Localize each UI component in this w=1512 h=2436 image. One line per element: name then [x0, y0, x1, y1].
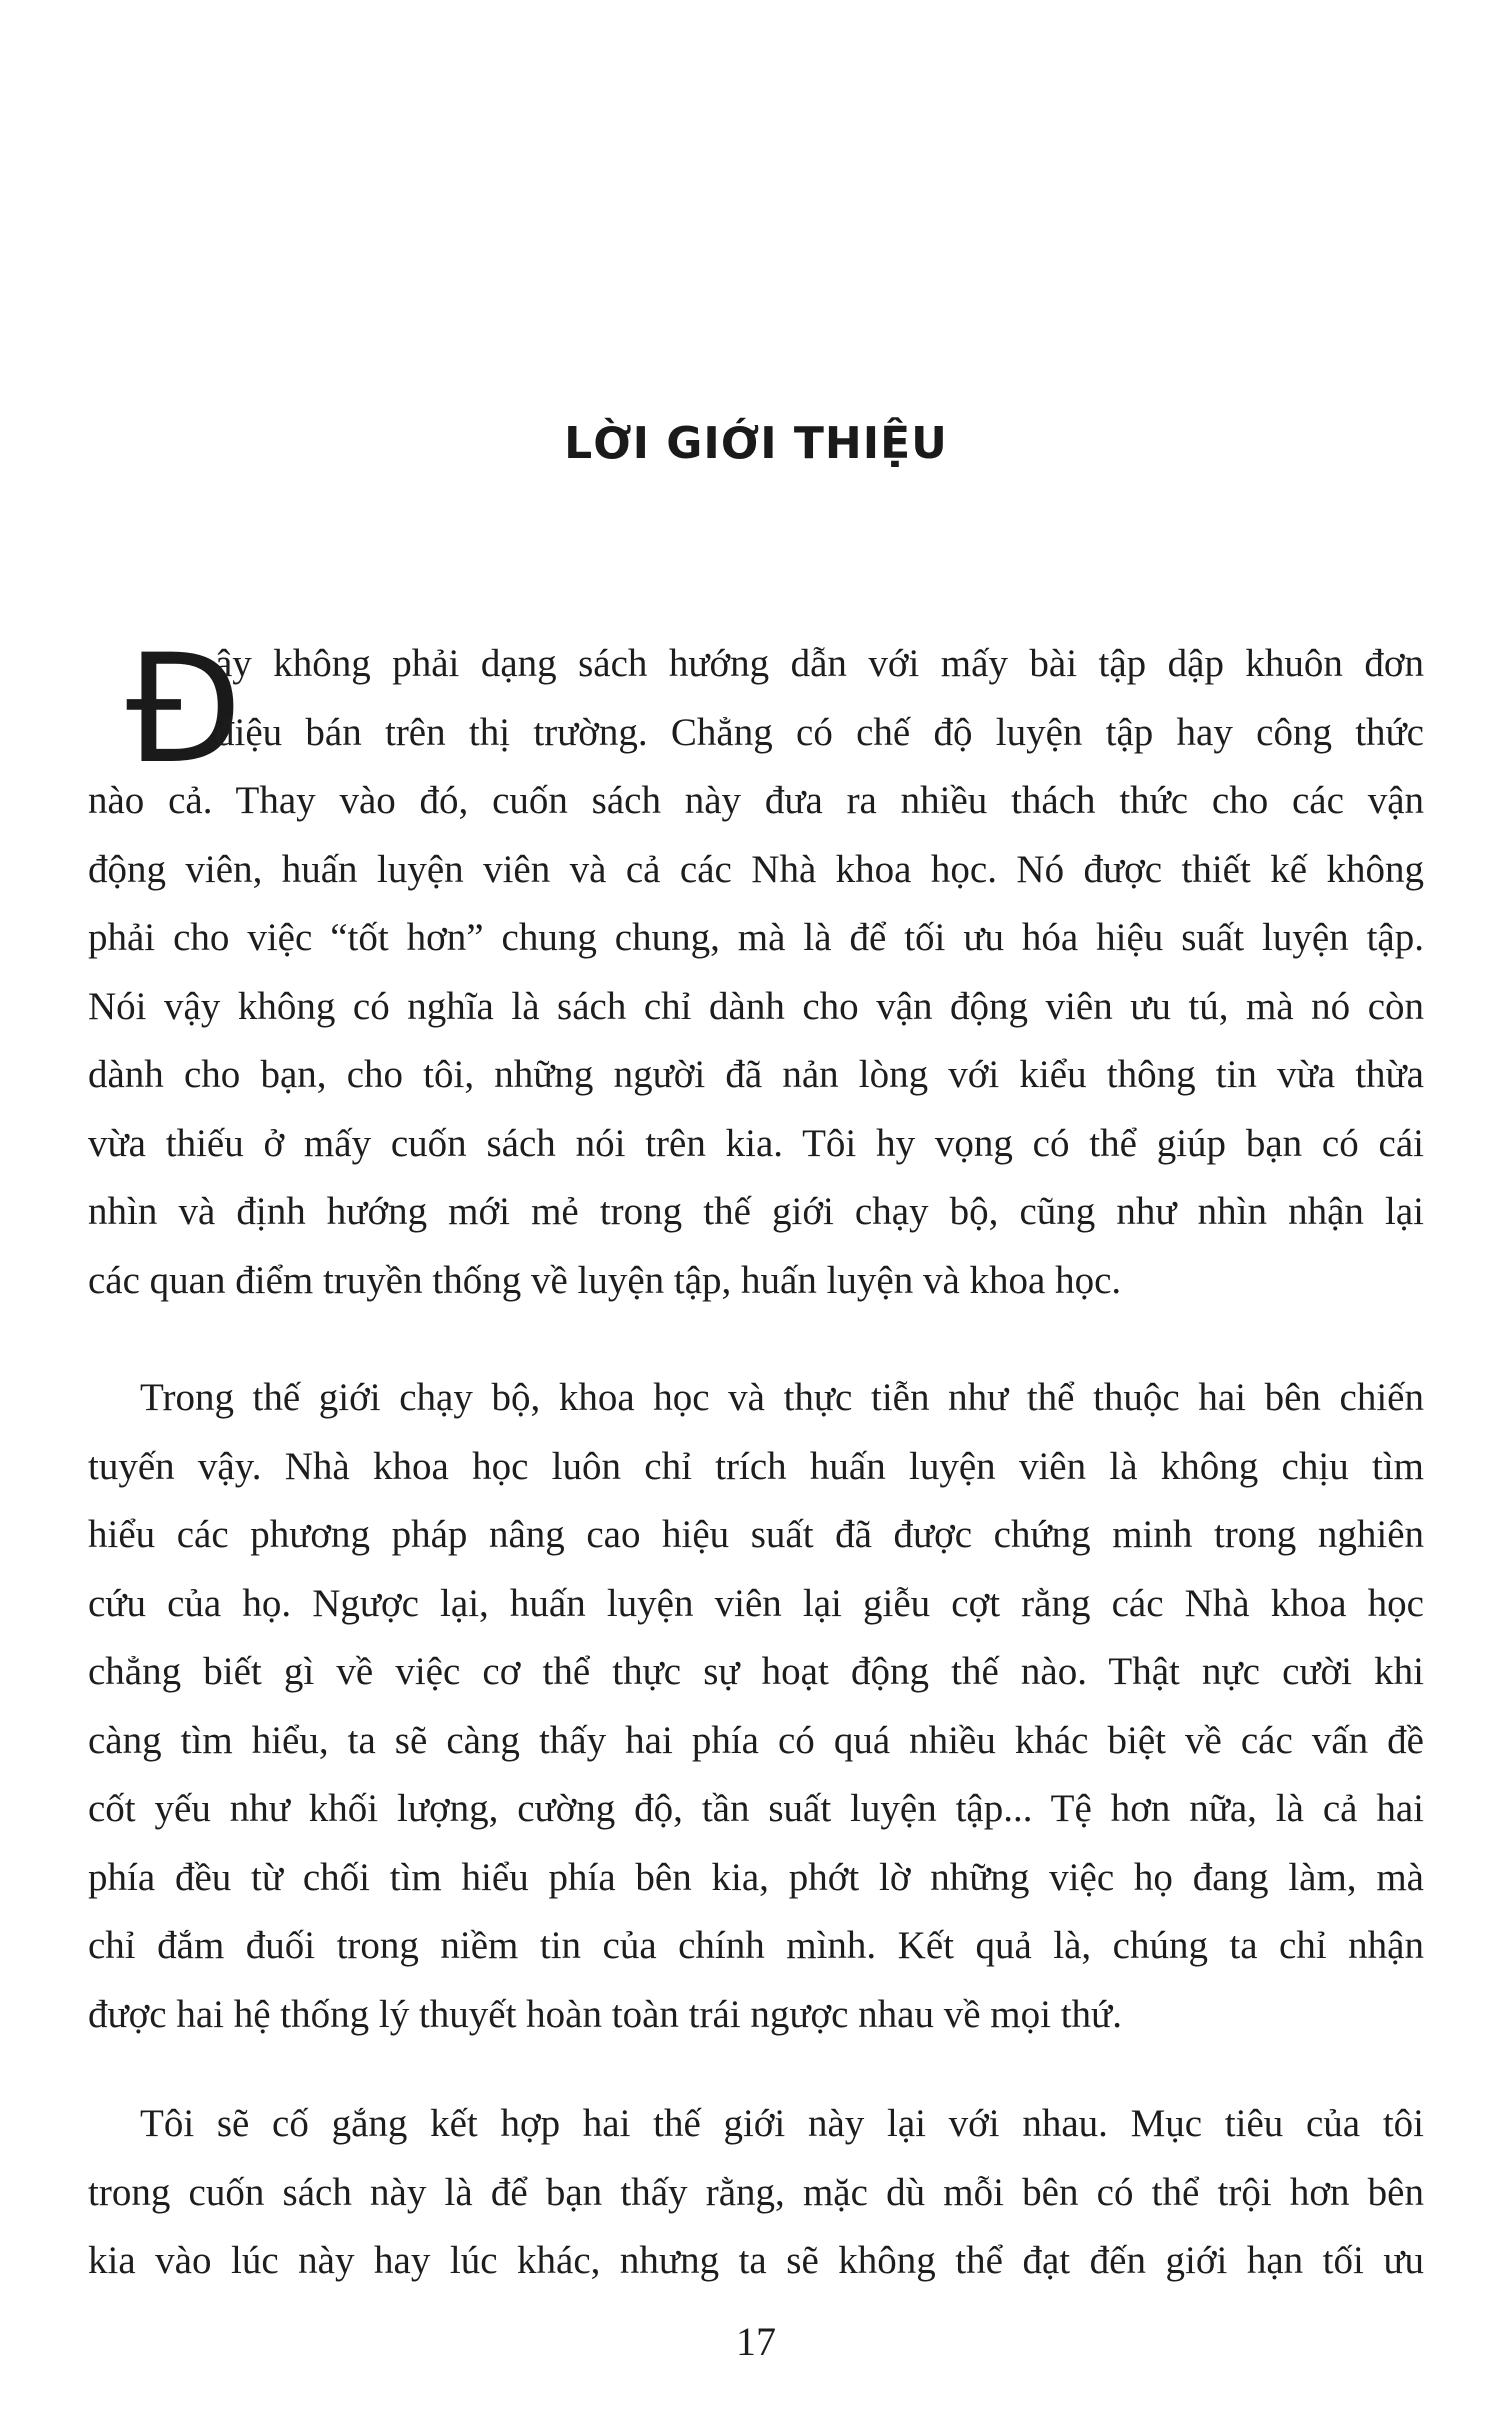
drop-cap-letter: Đ — [126, 623, 243, 797]
text-line: vừa thiếu ở mấy cuốn sách nói trên kia. Tôi hy vọng có thể giúp bạn có cái — [88, 1121, 1424, 1165]
text-line: chỉ đắm đuối trong niềm tin của chính mình. Kết quả là, chúng ta chỉ nhận — [88, 1924, 1424, 1967]
text-line: Nói vậy không có nghĩa là sách chỉ dành cho vận động viên ưu tú, mà nó còn — [88, 984, 1424, 1028]
paragraph-1-indented-lines — [215, 630, 1424, 767]
text-line: phải cho việc “tốt hơn” chung chung, mà là để tối ưu hóa hiệu suất luyện tập. — [88, 916, 1424, 959]
text-line: trong cuốn sách này là để bạn thấy rằng, mặc dù mỗi bên có thể trội hơn bên — [88, 2170, 1424, 2214]
paragraph-2 — [88, 1364, 1424, 2049]
chapter-heading: LỜI GIỚI THIỆU — [564, 418, 948, 469]
text-line: phía đều từ chối tìm hiểu phía bên kia, phớt lờ những việc họ đang làm, mà — [88, 1855, 1424, 1899]
text-line: các quan điểm truyền thống về luyện tập, huấn luyện và khoa học. — [88, 1258, 1122, 1302]
page-number: 17 — [736, 2319, 776, 2364]
text-line: ây không phải dạng sách hướng dẫn với mấy bài tập dập khuôn đơn — [215, 642, 1424, 685]
text-line: cốt yếu như khối lượng, cường độ, tần suất luyện tập... Tệ hơn nữa, là cả hai — [88, 1787, 1424, 1830]
text-line: nhìn và định hướng mới mẻ trong thế giới chạy bộ, cũng như nhìn nhận lại — [88, 1190, 1424, 1233]
text-line: hiểu các phương pháp nâng cao hiệu suất đã được chứng minh trong nghiên — [88, 1513, 1424, 1556]
text-line: động viên, huấn luyện viên và cả các Nhà khoa học. Nó được thiết kế không — [88, 847, 1424, 891]
paragraph-3 — [88, 2090, 1424, 2296]
text-line: Tôi sẽ cố gắng kết hợp hai thế giới này lại với nhau. Mục tiêu của tôi — [140, 2102, 1424, 2145]
text-line: Trong thế giới chạy bộ, khoa học và thực tiễn như thể thuộc hai bên chiến — [140, 1376, 1424, 1419]
text-line: tuyến vậy. Nhà khoa học luôn chỉ trích huấn luyện viên là không chịu tìm — [88, 1444, 1424, 1488]
text-line: được hai hệ thống lý thuyết hoàn toàn trái ngược nhau về mọi thứ. — [88, 1992, 1122, 2036]
paragraph-1 — [88, 767, 1424, 1315]
text-line: cứu của họ. Ngược lại, huấn luyện viên lại giễu cợt rằng các Nhà khoa học — [88, 1581, 1424, 1625]
text-line: dành cho bạn, cho tôi, những người đã nản lòng với kiểu thông tin vừa thừa — [88, 1053, 1424, 1096]
text-line: càng tìm hiểu, ta sẽ càng thấy hai phía có quá nhiều khác biệt về các vấn đề — [88, 1718, 1424, 1762]
text-line: kia vào lúc này hay lúc khác, nhưng ta sẽ không thể đạt đến giới hạn tối ưu — [88, 2239, 1424, 2282]
text-line: chẳng biết gì về việc cơ thể thực sự hoạt động thế nào. Thật nực cười khi — [88, 1650, 1424, 1693]
text-line: điệu bán trên thị trường. Chẳng có chế độ luyện tập hay công thức — [215, 710, 1424, 754]
text-line: nào cả. Thay vào đó, cuốn sách này đưa ra nhiều thách thức cho các vận — [88, 779, 1424, 822]
